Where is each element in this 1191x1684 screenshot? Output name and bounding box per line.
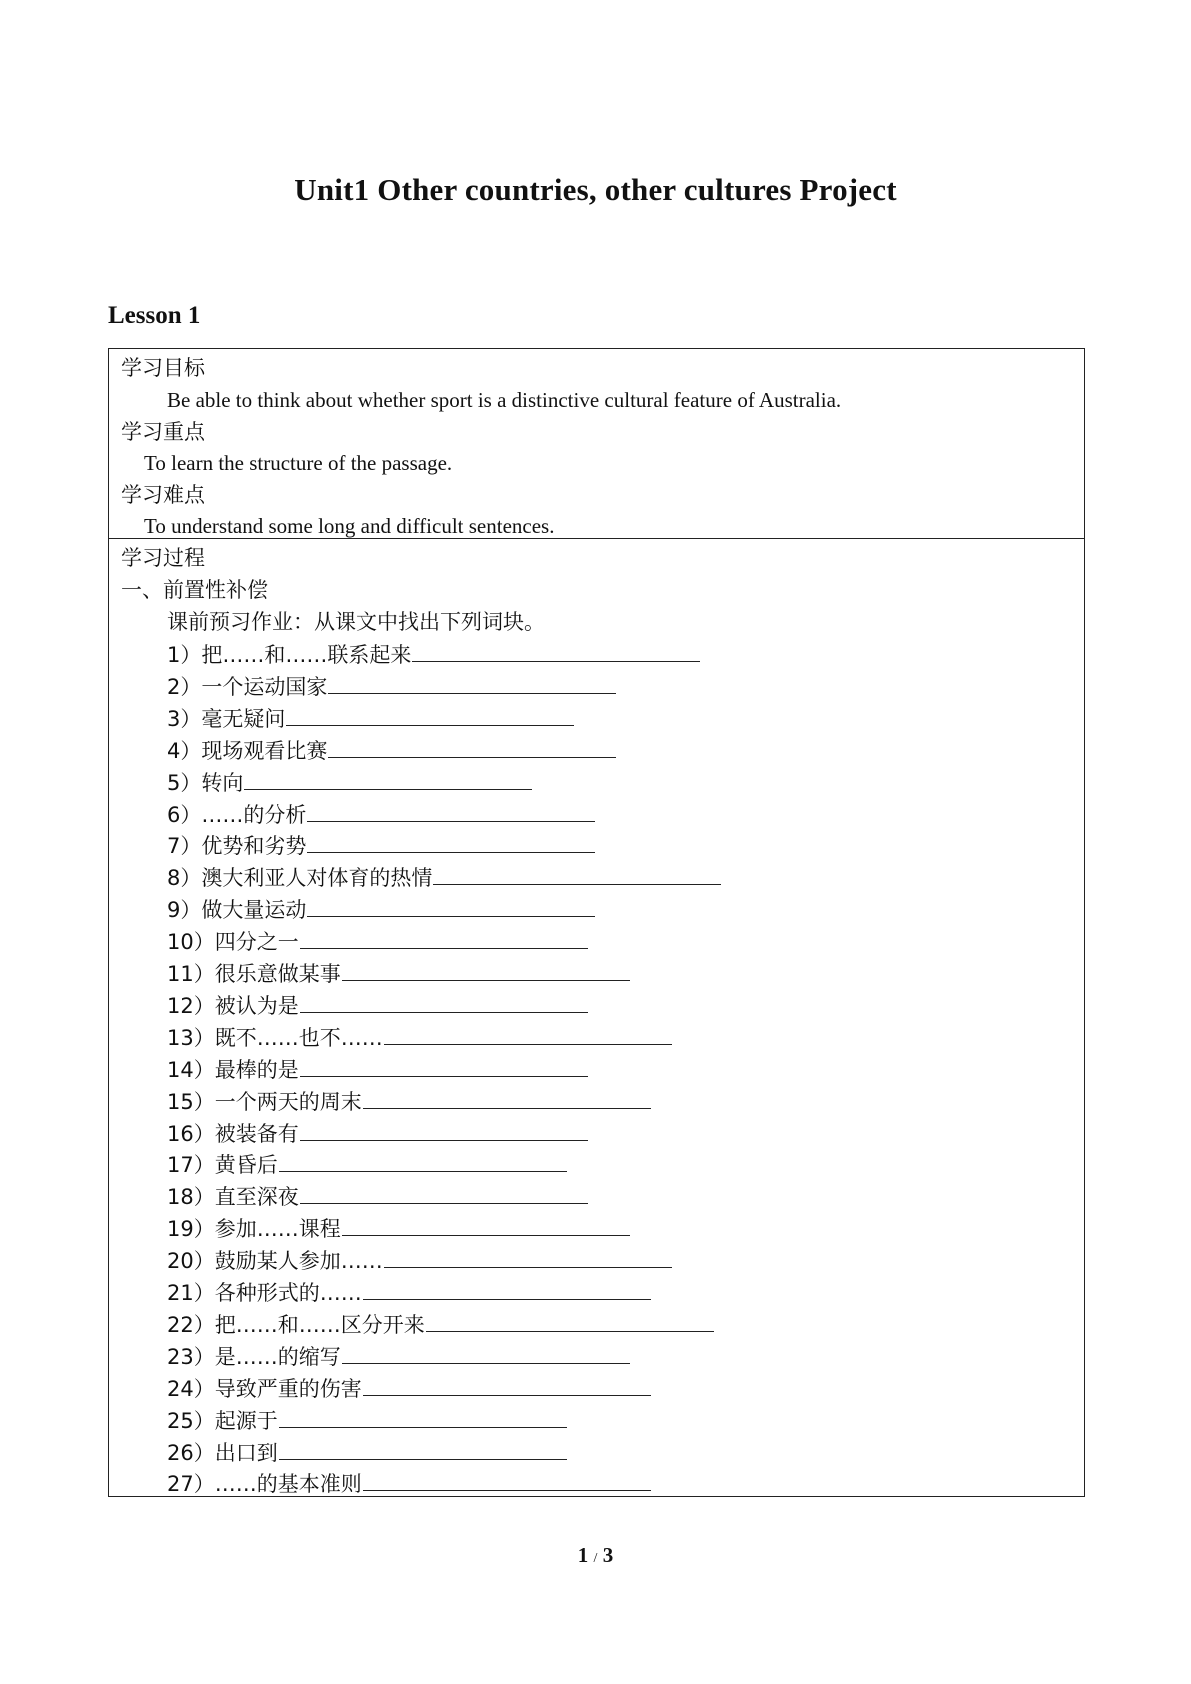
vocab-item xyxy=(167,769,532,796)
goal-heading: 学习目标 xyxy=(121,356,205,380)
page-number xyxy=(0,1543,1191,1568)
answer-blank[interactable] xyxy=(244,769,532,790)
vocab-item xyxy=(167,992,588,1019)
vocab-item-label: 18）直至深夜 xyxy=(167,1185,299,1210)
vocab-item xyxy=(167,641,700,668)
vocab-item xyxy=(167,1439,567,1466)
page-separator: / xyxy=(593,1551,598,1566)
key-text: To learn the structure of the passage. xyxy=(144,451,453,475)
vocab-item xyxy=(167,737,616,764)
difficulty-heading: 学习难点 xyxy=(121,483,205,507)
answer-blank[interactable] xyxy=(328,673,616,694)
vocab-item-label: 20）鼓励某人参加…… xyxy=(167,1249,383,1274)
answer-blank[interactable] xyxy=(279,1439,567,1460)
vocab-item-label: 10）四分之一 xyxy=(167,930,299,955)
objectives-box xyxy=(108,348,1085,539)
answer-blank[interactable] xyxy=(384,1024,672,1045)
vocab-item-label: 7）优势和劣势 xyxy=(167,834,307,859)
answer-blank[interactable] xyxy=(342,1215,630,1236)
lesson-heading: Lesson 1 xyxy=(108,302,201,329)
process-heading: 学习过程 xyxy=(121,546,205,570)
answer-blank[interactable] xyxy=(279,1407,567,1428)
vocab-item xyxy=(167,1247,672,1274)
vocab-item-label: 4）现场观看比赛 xyxy=(167,738,328,763)
vocab-item xyxy=(167,1215,630,1242)
answer-blank[interactable] xyxy=(307,896,595,917)
vocab-item-label: 6）……的分析 xyxy=(167,802,307,827)
key-heading: 学习重点 xyxy=(121,420,205,444)
difficulty-text: To understand some long and difficult sentences. xyxy=(144,514,555,538)
answer-blank[interactable] xyxy=(307,832,595,853)
answer-blank[interactable] xyxy=(363,1279,651,1300)
answer-blank[interactable] xyxy=(279,1151,567,1172)
answer-blank[interactable] xyxy=(342,1343,630,1364)
answer-blank[interactable] xyxy=(412,641,700,662)
process-box xyxy=(108,538,1085,1497)
document-title: Unit1 Other countries, other cultures Project xyxy=(294,172,897,207)
vocab-item xyxy=(167,1056,588,1083)
answer-blank[interactable] xyxy=(363,1088,651,1109)
vocab-item xyxy=(167,705,574,732)
current-page: 1 xyxy=(577,1543,589,1567)
vocab-item xyxy=(167,1151,567,1178)
answer-blank[interactable] xyxy=(426,1311,714,1332)
vocab-item-label: 17）黄昏后 xyxy=(167,1153,278,1178)
answer-blank[interactable] xyxy=(342,960,630,981)
answer-blank[interactable] xyxy=(363,1470,651,1491)
vocab-item xyxy=(167,1088,651,1115)
vocab-item xyxy=(167,864,721,891)
answer-blank[interactable] xyxy=(300,992,588,1013)
answer-blank[interactable] xyxy=(363,1375,651,1396)
instruction-text: 课前预习作业：从课文中找出下列词块。 xyxy=(167,610,545,634)
vocab-item-label: 9）做大量运动 xyxy=(167,898,307,923)
vocab-item-label: 13）既不……也不…… xyxy=(167,1025,383,1050)
vocab-item xyxy=(167,832,595,859)
answer-blank[interactable] xyxy=(384,1247,672,1268)
answer-blank[interactable] xyxy=(300,1120,588,1141)
vocab-item-label: 14）最棒的是 xyxy=(167,1057,299,1082)
vocab-item xyxy=(167,1183,588,1210)
vocab-item xyxy=(167,1343,630,1370)
vocab-item xyxy=(167,1375,651,1402)
vocab-item-label: 25）起源于 xyxy=(167,1408,278,1433)
vocab-item xyxy=(167,1120,588,1147)
vocab-item-label: 11）很乐意做某事 xyxy=(167,962,341,986)
vocab-item xyxy=(167,1279,651,1306)
vocab-item xyxy=(167,896,595,923)
vocab-item-label: 24）导致严重的伤害 xyxy=(167,1376,362,1401)
vocab-item xyxy=(167,801,595,828)
vocab-item-label: 8）澳大利亚人对体育的热情 xyxy=(167,866,433,891)
answer-blank[interactable] xyxy=(300,1056,588,1077)
vocab-item xyxy=(167,1024,672,1051)
vocab-item xyxy=(167,960,630,987)
vocab-item-label: 16）被装备有 xyxy=(167,1121,299,1146)
vocab-item xyxy=(167,928,588,955)
section-heading: 一、前置性补偿 xyxy=(121,578,268,602)
vocab-item-label: 26）出口到 xyxy=(167,1440,278,1465)
total-pages: 3 xyxy=(602,1543,614,1567)
vocab-item-label: 5）转向 xyxy=(167,770,244,795)
vocab-item xyxy=(167,673,616,700)
vocab-item-label: 19）参加……课程 xyxy=(167,1217,341,1242)
vocab-item-label: 15）一个两天的周末 xyxy=(167,1089,362,1114)
answer-blank[interactable] xyxy=(328,737,616,758)
answer-blank[interactable] xyxy=(300,928,588,949)
vocab-item-label: 12）被认为是 xyxy=(167,993,299,1018)
vocab-item-label: 23）是……的缩写 xyxy=(167,1344,341,1369)
goal-text: Be able to think about whether sport is a distinctive cultural feature of Australia. xyxy=(167,388,842,412)
answer-blank[interactable] xyxy=(286,705,574,726)
vocab-item xyxy=(167,1311,714,1338)
answer-blank[interactable] xyxy=(307,801,595,822)
vocab-item xyxy=(167,1470,651,1497)
vocab-item xyxy=(167,1407,567,1434)
vocab-item-label: 2）一个运动国家 xyxy=(167,674,328,699)
vocab-item-label: 22）把……和……区分开来 xyxy=(167,1312,425,1337)
vocab-item-label: 27）……的基本准则 xyxy=(167,1472,362,1497)
vocab-item-label: 21）各种形式的…… xyxy=(167,1281,362,1305)
vocab-item-label: 3）毫无疑问 xyxy=(167,706,286,731)
answer-blank[interactable] xyxy=(433,864,721,885)
answer-blank[interactable] xyxy=(300,1183,588,1204)
vocab-item-label: 1）把……和……联系起来 xyxy=(167,643,412,667)
